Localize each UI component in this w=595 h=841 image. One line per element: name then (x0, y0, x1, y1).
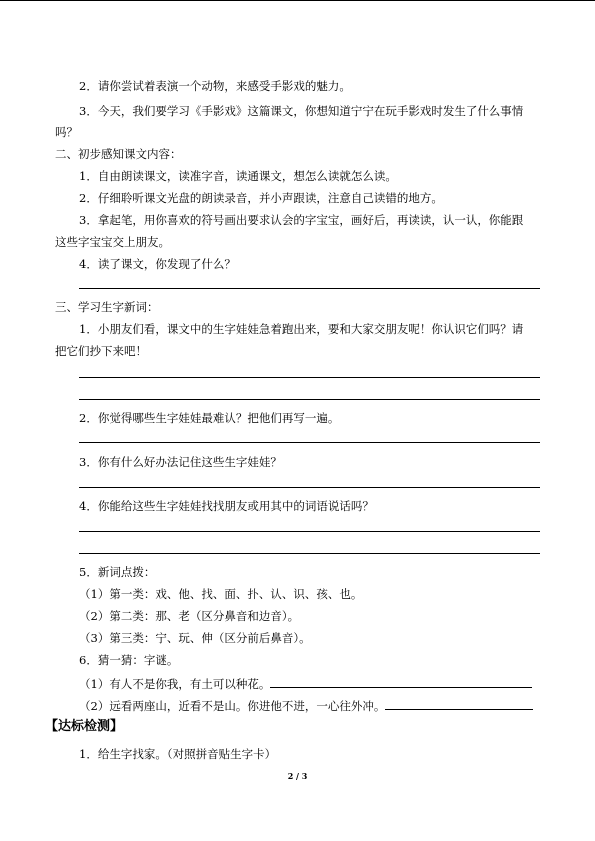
page-number: 2 / 3 (287, 771, 308, 781)
answer-line[interactable] (79, 399, 540, 400)
text-line: 2．请你尝试着表演一个动物，来感受手影戏的魅力。 (79, 79, 351, 93)
text-line: 吗？ (55, 125, 78, 139)
text-line (79, 697, 533, 713)
riddle-text: （2）远看两座山，近看不是山。你进他不进，一心往外冲。 (79, 699, 386, 713)
header-rule (0, 0, 595, 1)
text-line: （1）第一类：戏、他、找、面、扑、认、识、孩、也。 (79, 587, 363, 601)
answer-line[interactable] (79, 531, 540, 532)
riddle-text: （1）有人不是你我，有土可以种花。 (79, 677, 271, 691)
text-line: 1．给生字找家。（对照拼音贴生字卡） (79, 747, 277, 761)
text-line: 4．读了课文，你发现了什么？ (79, 257, 236, 271)
text-line: （3）第三类：宁、玩、伸（区分前后鼻音）。 (79, 631, 311, 645)
answer-line[interactable] (79, 553, 540, 554)
answer-line[interactable] (79, 288, 540, 289)
text-line: 2．你觉得哪些生字娃娃最难认？把他们再写一遍。 (79, 411, 340, 425)
text-line (79, 675, 532, 691)
answer-line[interactable] (79, 377, 540, 378)
answer-blank[interactable] (385, 697, 533, 710)
answer-line[interactable] (79, 442, 540, 443)
text-line: 3．拿起笔，用你喜欢的符号画出要求认会的字宝宝，画好后，再读读，认一认，你能跟 (79, 213, 524, 227)
text-line: 1．自由朗读课文，读准字音，读通课文，想怎么读就怎么读。 (79, 169, 397, 183)
section-heading: 三、学习生字新词： (55, 300, 159, 314)
text-line: 5．新词点拨： (79, 565, 156, 579)
text-line: 1．小朋友们看，课文中的生字娃娃急着跑出来，要和大家交朋友呢！你认识它们吗？请 (79, 322, 524, 336)
text-line: 6．猜一猜：字谜。 (79, 653, 179, 667)
text-line: 2．仔细聆听课文光盘的朗读录音，并小声跟读，注意自己读错的地方。 (79, 191, 443, 205)
text-line: 4．你能给这些生字娃娃找找朋友或用其中的词语说话吗？ (79, 499, 374, 513)
text-line: 3．你有什么好办法记住这些生字娃娃？ (79, 455, 282, 469)
text-line: 把它们抄下来吧！ (55, 344, 147, 358)
text-line: 这些字宝宝交上朋友。 (55, 235, 170, 249)
section-heading: 二、初步感知课文内容： (55, 147, 182, 161)
text-line: （2）第二类：那、老（区分鼻音和边音）。 (79, 609, 300, 623)
answer-line[interactable] (79, 487, 540, 488)
answer-blank[interactable] (270, 675, 532, 688)
section-title: 【达标检测】 (45, 719, 124, 734)
text-line: 3．今天，我们要学习《手影戏》这篇课文，你想知道宁宁在玩手影戏时发生了什么事情 (79, 104, 524, 118)
